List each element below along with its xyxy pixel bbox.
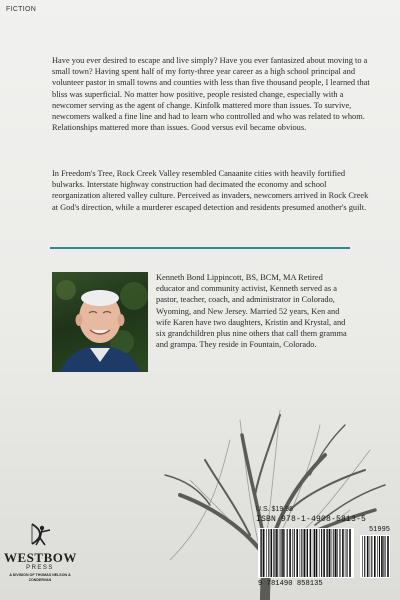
publisher-logo <box>4 520 76 600</box>
genre-label: FICTION <box>6 6 37 13</box>
description-paragraph-1: Have you ever desired to escape and live simply? Have you ever fantasized about moving to a small town? Having spent half of my forty-three year career as a high school principal and volunteer pastor in small towns and counties with less than five thousand people, I learned that bliss was superficial. No matter how positive, people resisted change, especially with a newcomer serving as the agent of change. Kinfolk mattered more than issues. To survive, newcomers walked a fine line and had to learn who controlled and who was related to whom. Relationships mattered more than issues. Good versus evil became obvious. <box>52 56 370 133</box>
description-paragraph-2: In Freedom's Tree, Rock Creek Valley resembled Canaanite cities with heavily fortified bulwarks. Interstate highway construction had decimated the economy and school reorganization altered valley culture. Perceived as invaders, newcomers arrived in Rock Creek at God's direction, while a murderer escaped detection and residents presumed another's guilt. <box>52 169 369 212</box>
divider-rule <box>50 247 350 249</box>
ean-number: 9 781490 858135 <box>258 580 323 588</box>
barcode-block <box>256 506 392 590</box>
publisher-name: WESTBOW <box>4 550 77 565</box>
westbow-archer-icon <box>26 520 54 548</box>
author-photo <box>52 272 148 372</box>
addon-barcode <box>360 535 390 578</box>
publisher-division: A DIVISION OF THOMAS NELSON & ZONDERVAN <box>9 573 71 582</box>
ean-barcode <box>258 528 354 578</box>
price-label: U.S. $19.95 <box>256 506 293 513</box>
publisher-press: PRESS <box>26 565 54 571</box>
isbn-label: ISBN 978-1-4908-5813-5 <box>256 515 367 524</box>
barcode-addon-digits: 51995 <box>368 526 390 534</box>
author-bio: Kenneth Bond Lippincott, BS, BCM, MA Retired educator and community activist, Kenneth served as a pastor, teacher, coach, and administrator in Colorado, Wyoming, and New Jersey. Married 52 years, Ken and wife Karen have two daughters, Kristin and Krystal, and six grandchildren plus nine others that call them gramma and grampa. They reside in Fountain, Colorado. <box>156 273 347 350</box>
